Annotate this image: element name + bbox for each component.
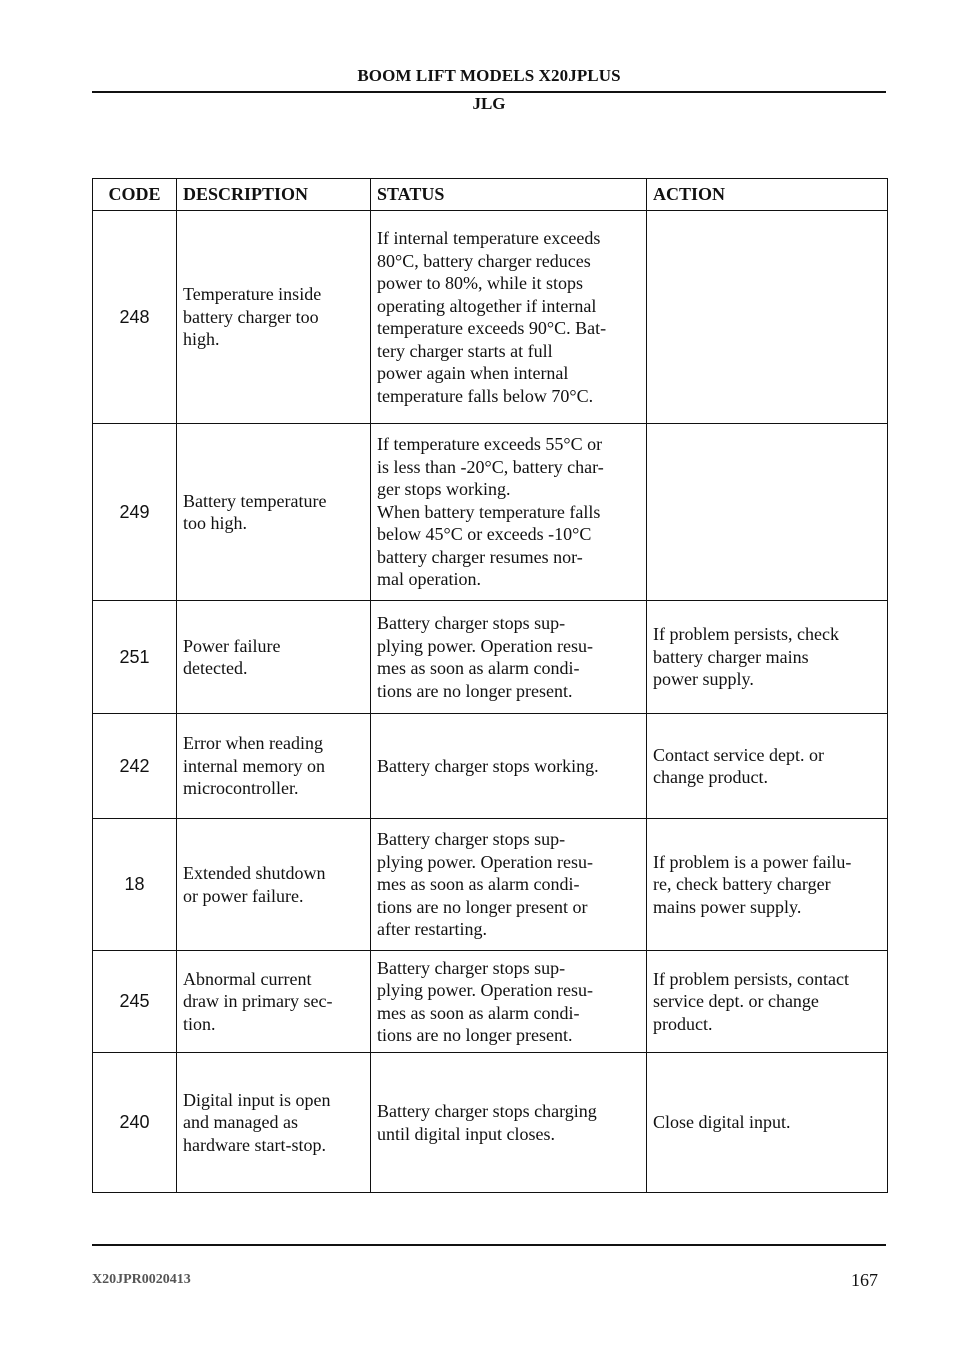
description-cell [177,601,371,714]
text-line: When battery temperature falls [377,501,601,522]
text-line: Digital input is open [183,1089,331,1110]
text-line: Contact service dept. or [653,744,824,765]
status-cell [371,819,647,951]
table-row [93,1053,888,1193]
text-line: detected. [183,658,248,678]
action-cell [647,819,888,951]
text-line: Battery temperature [183,490,327,511]
text-line: tion. [183,1013,216,1034]
status-cell [371,601,647,714]
table-row [93,211,888,424]
text-line: 80°C, battery charger reduces [377,250,591,271]
code-cell: 18 [93,819,177,951]
table-row [93,819,888,951]
table-row [93,601,888,714]
header-divider [92,91,886,93]
text-line: Extended shutdown [183,863,326,883]
text-line: power supply. [653,669,754,690]
code-cell: 251 [93,601,177,714]
description-cell [177,951,371,1053]
text-line: Battery charger stops sup- [377,957,566,978]
code-cell: 245 [93,951,177,1053]
text-line: Abnormal current [183,968,312,989]
text-line: re, check battery charger [653,874,831,895]
column-header-status: STATUS [371,179,647,211]
text-line: If temperature exceeds 55°C or [377,434,603,455]
text-line: tions are no longer present. [377,680,573,701]
action-cell [647,424,888,601]
text-line: service dept. or change [653,991,819,1012]
code-cell: 248 [93,211,177,424]
text-line: after restarting. [377,919,487,940]
code-cell: 249 [93,424,177,601]
status-cell [371,211,647,424]
alarm-code-table [92,178,888,1193]
text-line: tions are no longer present or [377,896,588,917]
text-line: hardware start-stop. [183,1134,326,1155]
column-header-action: ACTION [647,179,888,211]
text-line: If problem persists, check [653,624,839,645]
text-line: draw in primary sec- [183,991,333,1012]
table-row [93,951,888,1053]
action-cell [647,1053,888,1193]
text-line: battery charger mains [653,646,809,667]
text-line: Battery charger stops working. [377,755,599,776]
text-line: If internal temperature exceeds [377,228,601,248]
text-line: is less than -20°C, battery char- [377,456,604,477]
text-line: plying power. Operation resu- [377,635,593,656]
text-line: mes as soon as alarm condi- [377,1002,580,1023]
status-cell [371,1053,647,1193]
text-line: below 45°C or exceeds -10°C [377,524,592,545]
text-line: and managed as [183,1112,298,1133]
text-line: Error when reading [183,733,323,754]
column-header-code: CODE [93,179,177,211]
footer-divider [92,1244,886,1246]
text-line: mes as soon as alarm condi- [377,874,580,895]
status-cell [371,951,647,1053]
text-line: plying power. Operation resu- [377,851,593,872]
text-line: operating altogether if internal [377,295,597,316]
document-code: X20JPR0020413 [92,1272,191,1287]
column-header-description: DESCRIPTION [177,179,371,211]
table-header-row [93,179,888,211]
brand-name: JLG [472,94,506,113]
text-line: high. [183,329,220,350]
text-line: battery charger resumes nor- [377,546,583,567]
text-line: battery charger too [183,306,319,327]
text-line: mal operation. [377,569,481,590]
description-cell [177,424,371,601]
table-row [93,424,888,601]
text-line: ger stops working. [377,479,511,500]
text-line: Temperature inside [183,284,322,305]
table-row [93,714,888,819]
action-cell [647,714,888,819]
action-cell [647,211,888,424]
text-line: tery charger starts at full [377,340,553,361]
text-line: change product. [653,767,768,787]
text-line: Battery charger stops sup- [377,613,566,633]
text-line: power to 80%, while it stops [377,273,583,293]
text-line: mains power supply. [653,896,802,917]
code-cell: 242 [93,714,177,819]
description-cell [177,714,371,819]
text-line: Battery charger stops charging [377,1101,597,1121]
document-title: BOOM LIFT MODELS X20JPLUS [357,66,621,85]
status-cell [371,424,647,601]
text-line: microcontroller. [183,778,299,799]
description-cell [177,211,371,424]
text-line: power again when internal [377,363,569,383]
text-line: If problem is a power failu- [653,851,852,872]
text-line: until digital input closes. [377,1123,555,1144]
code-cell: 240 [93,1053,177,1193]
text-line: If problem persists, contact [653,968,849,989]
text-line: Close digital input. [653,1112,791,1133]
text-line: too high. [183,513,248,533]
text-line: tions are no longer present. [377,1025,573,1045]
text-line: plying power. Operation resu- [377,980,593,1000]
text-line: temperature exceeds 90°C. Bat- [377,318,607,338]
text-line: product. [653,1013,713,1034]
text-line: or power failure. [183,885,304,906]
action-cell [647,951,888,1053]
description-cell [177,1053,371,1193]
text-line: mes as soon as alarm condi- [377,658,580,678]
text-line: internal memory on [183,755,325,776]
status-cell [371,714,647,819]
text-line: temperature falls below 70°C. [377,385,594,406]
description-cell [177,819,371,951]
text-line: Battery charger stops sup- [377,829,566,850]
text-line: Power failure [183,635,281,656]
action-cell [647,601,888,714]
page-number: 167 [851,1270,878,1290]
